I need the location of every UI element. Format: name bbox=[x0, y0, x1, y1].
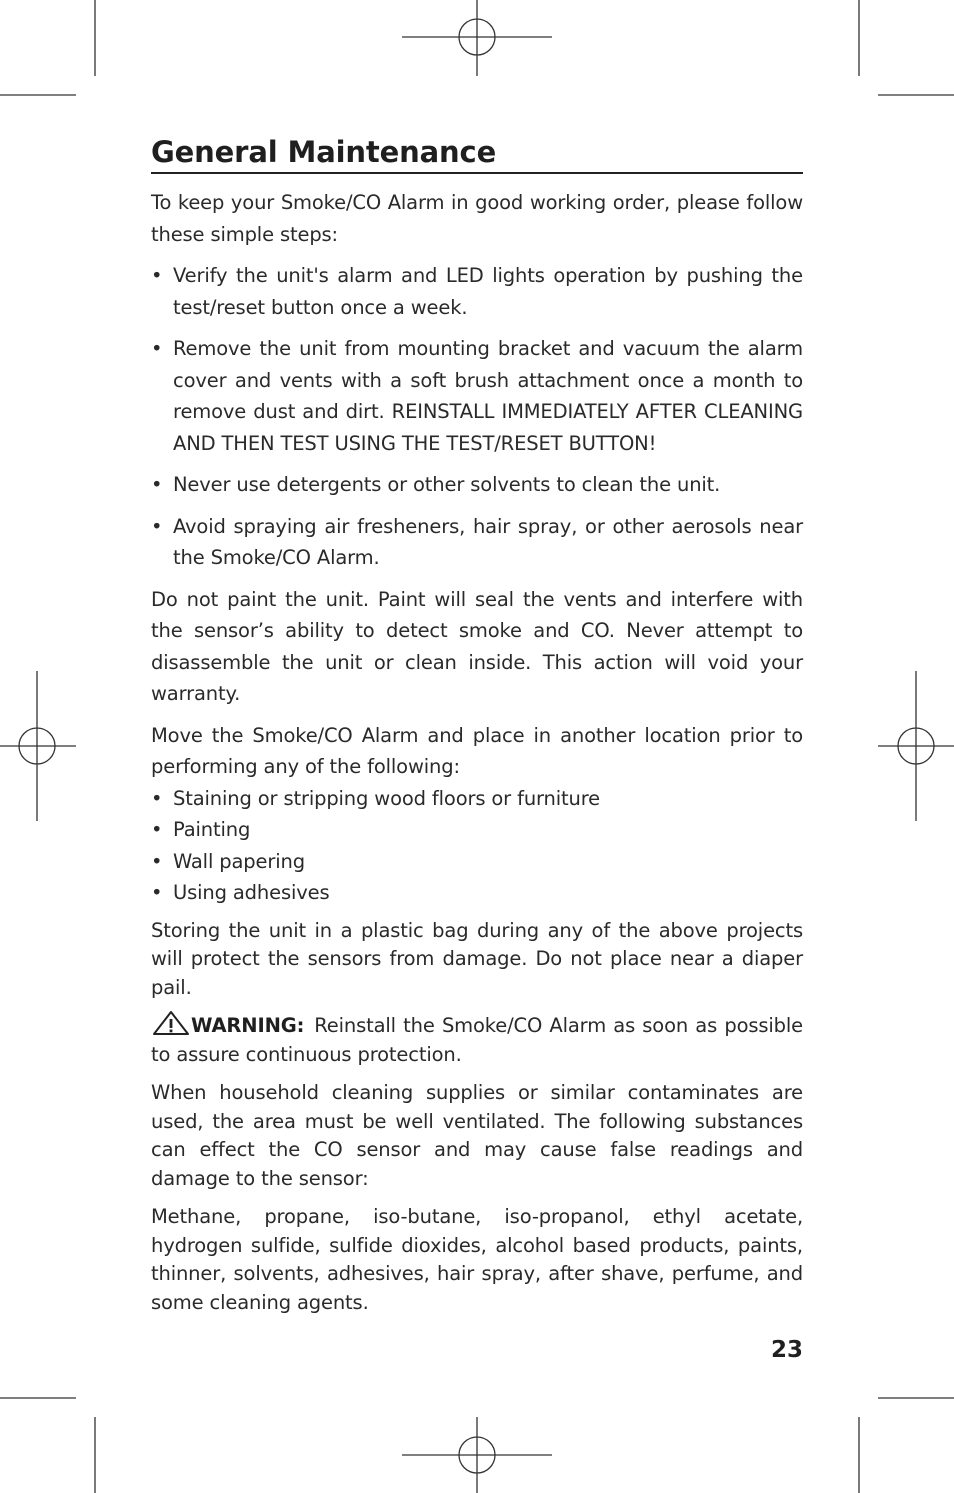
storing-paragraph: Storing the unit in a plastic bag during any of the above projects will protect the sensors from damage. Do not place near a diaper pail. bbox=[151, 918, 803, 999]
list-item: • Painting bbox=[151, 814, 803, 846]
list-item: • Using adhesives bbox=[151, 877, 803, 909]
paint-paragraph: Do not paint the unit. Paint will seal the vents and interfere with the sensor’s ability to detect smoke and CO. Never attempt to disassemble the unit or clean inside. This action will void your warranty. bbox=[151, 587, 803, 705]
substances-paragraph: Methane, propane, iso-butane, iso-propanol, ethyl acetate, hydrogen sulfide, sulfide dioxides, alcohol based products, paints, thinner, solvents, adhesives, hair spray, after shave, perfume, and some cleaning agents. bbox=[151, 1205, 803, 1314]
activities-list bbox=[151, 783, 803, 909]
list-item: • Staining or stripping wood floors or furniture bbox=[151, 783, 803, 815]
list-item: • Never use detergents or other solvents to clean the unit. bbox=[151, 469, 803, 501]
household-paragraph: When household cleaning supplies or similar contaminates are used, the area must be well ventilated. The following substances can effect the CO sensor and may cause false readings and damage to the sensor: bbox=[151, 1081, 803, 1190]
maintenance-steps-list bbox=[151, 260, 803, 574]
warning-text: Reinstall the Smoke/CO Alarm as soon as possible to assure continuous protection. bbox=[151, 1014, 803, 1066]
list-item: • Wall papering bbox=[151, 846, 803, 878]
list-item: • Avoid spraying air fresheners, hair spray, or other aerosols near the Smoke/CO Alarm. bbox=[151, 511, 803, 574]
page-content bbox=[151, 134, 803, 1317]
warning-triangle-icon bbox=[151, 1010, 191, 1036]
page-number: 23 bbox=[770, 1337, 803, 1363]
list-item: • Remove the unit from mounting bracket and vacuum the alarm cover and vents with a soft brush attachment once a month to remove dust and dirt. REINSTALL IMMEDIATELY AFTER CLEANING AND THEN TEST USING THE TEST/RESET BUTTON! bbox=[151, 333, 803, 459]
warning-note bbox=[151, 1010, 803, 1069]
intro-paragraph: To keep your Smoke/CO Alarm in good working order, please follow these simple steps: bbox=[151, 191, 803, 246]
list-item: • Verify the unit's alarm and LED lights operation by pushing the test/reset button once a week. bbox=[151, 260, 803, 323]
page-title: General Maintenance bbox=[151, 134, 803, 174]
warning-label: WARNING: bbox=[191, 1014, 305, 1037]
move-paragraph: Move the Smoke/CO Alarm and place in another location prior to performing any of the following: bbox=[151, 723, 803, 778]
